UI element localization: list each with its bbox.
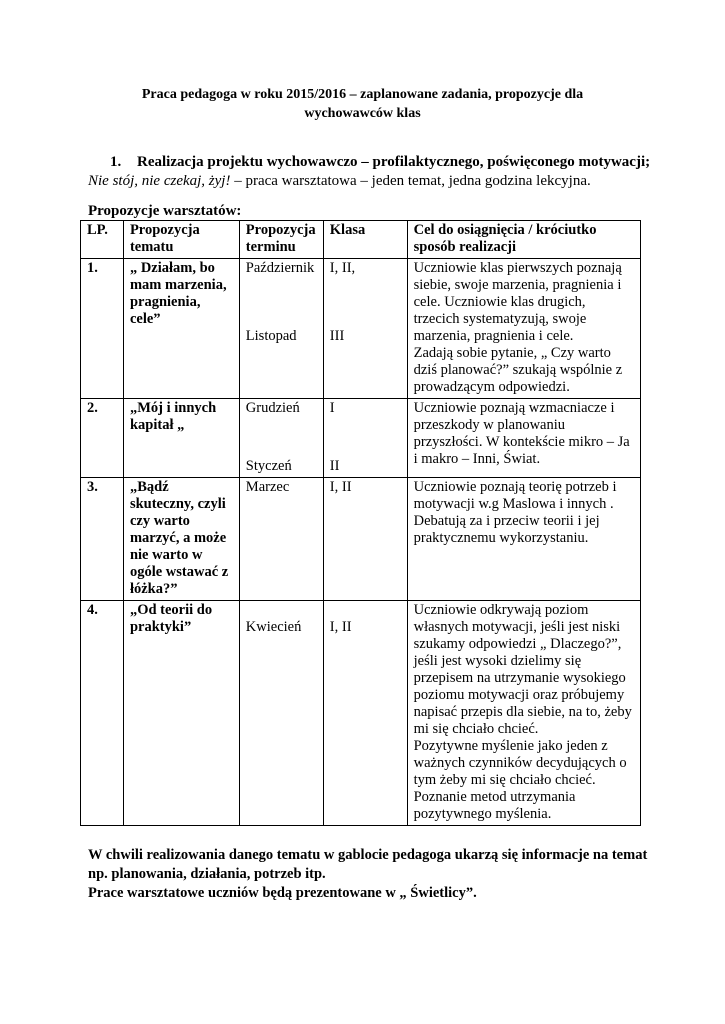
- title-line-1: Praca pedagoga w roku 2015/2016 – zaplanowane zadania, propozycje dla: [141, 87, 584, 102]
- row-term: [239, 259, 323, 399]
- row-term: [239, 601, 323, 826]
- row-goal: [407, 601, 640, 826]
- row-topic: „ Działam, bo mam marzenia, pragnienia, cele”: [123, 259, 239, 399]
- goal-1: Uczniowie odkrywają poziom własnych motywacji, jeśli jest niski szukamy odpowiedzi „ Dlaczego?”, jeśli jest wysoki dzielimy się przepisem na utrzymanie wysokiego poziomu motywacji oraz próbujemy napisać przepis dla siebie, na to, żeby mi się chciało chcieć.: [413, 602, 632, 737]
- row-lp: 2.: [81, 399, 124, 478]
- class-1: I, II,: [329, 260, 356, 276]
- class-2: II: [329, 458, 340, 474]
- term-1: Grudzień: [245, 400, 300, 416]
- row-term: [239, 399, 323, 478]
- footer-notes: [88, 846, 668, 903]
- document-title: [90, 85, 635, 123]
- header-class: Klasa: [323, 221, 407, 259]
- section-description: – praca warsztatowa – jeden temat, jedna godzina lekcyjna.: [230, 173, 591, 189]
- row-lp: 4.: [81, 601, 124, 826]
- header-topic: Propozycja tematu: [123, 221, 239, 259]
- row-class: [323, 259, 407, 399]
- row-class: [323, 601, 407, 826]
- header-term: Propozycja terminu: [239, 221, 323, 259]
- term-1: Październik: [245, 260, 315, 276]
- row-lp: 3.: [81, 478, 124, 601]
- row-term: Marzec: [239, 478, 323, 601]
- table-row: [81, 601, 641, 826]
- term-1: Kwiecień: [245, 619, 302, 635]
- table-row: [81, 399, 641, 478]
- table-row: [81, 478, 641, 601]
- section-number: 1.: [110, 154, 122, 170]
- goal-2: Zadają sobie pytanie, „ Czy warto dziś planować?” szukają wspólnie z prowadzącym odpowiedzi.: [413, 345, 623, 395]
- class-1: I: [329, 400, 335, 416]
- term-2: Styczeń: [245, 458, 292, 474]
- workshop-table: [80, 220, 641, 826]
- table-header-row: [81, 221, 641, 259]
- row-lp: 1.: [81, 259, 124, 399]
- class-2: III: [329, 328, 345, 344]
- title-line-2: wychowawców klas: [304, 106, 421, 121]
- row-goal: [407, 259, 640, 399]
- proposals-label: Propozycje warsztatów:: [88, 203, 242, 219]
- section-motto: Nie stój, nie czekaj, żyj!: [88, 173, 231, 189]
- row-topic: „Bądź skuteczny, czyli czy warto marzyć, a może nie warto w ogóle wstawać z łóżka?”: [123, 478, 239, 601]
- footer-line-2: Prace warsztatowe uczniów będą prezentowane w „ Świetlicy”.: [88, 885, 477, 901]
- class-1: I, II: [329, 619, 352, 635]
- row-class: [323, 399, 407, 478]
- section-1: [88, 153, 688, 191]
- goal-2: Pozytywne myślenie jako jeden z ważnych czynników decydujących o tym żeby mi się chciało chcieć. Poznanie metod utrzymania pozytywnego myślenia.: [413, 738, 627, 822]
- row-goal: Uczniowie poznają teorię potrzeb i motywacji w.g Maslowa i innych . Debatują za i przeciw teorii i jej praktycznemu wykorzystaniu.: [407, 478, 640, 601]
- row-class: I, II: [323, 478, 407, 601]
- table-row: [81, 259, 641, 399]
- term-2: Listopad: [245, 328, 297, 344]
- section-heading: Realizacja projektu wychowawczo – profilaktycznego, poświęconego motywacji;: [137, 154, 651, 170]
- header-goal: Cel do osiągnięcia / króciutko sposób realizacji: [407, 221, 640, 259]
- row-goal: Uczniowie poznają wzmacniacze i przeszkody w planowaniu przyszłości. W kontekście mikro – Ja i makro – Inni, Świat.: [407, 399, 640, 478]
- row-topic: „Od teorii do praktyki”: [123, 601, 239, 826]
- row-topic: „Mój i innych kapitał „: [123, 399, 239, 478]
- goal-1: Uczniowie klas pierwszych poznają siebie, swoje marzenia, pragnienia i cele. Uczniowie klas drugich, trzecich systematyzują, swoje marzenia, pragnienia i cele.: [413, 260, 622, 344]
- header-lp: LP.: [81, 221, 124, 259]
- footer-line-1: W chwili realizowania danego tematu w gablocie pedagoga ukarzą się informacje na temat np. planowania, działania, potrzeb itp.: [88, 847, 648, 882]
